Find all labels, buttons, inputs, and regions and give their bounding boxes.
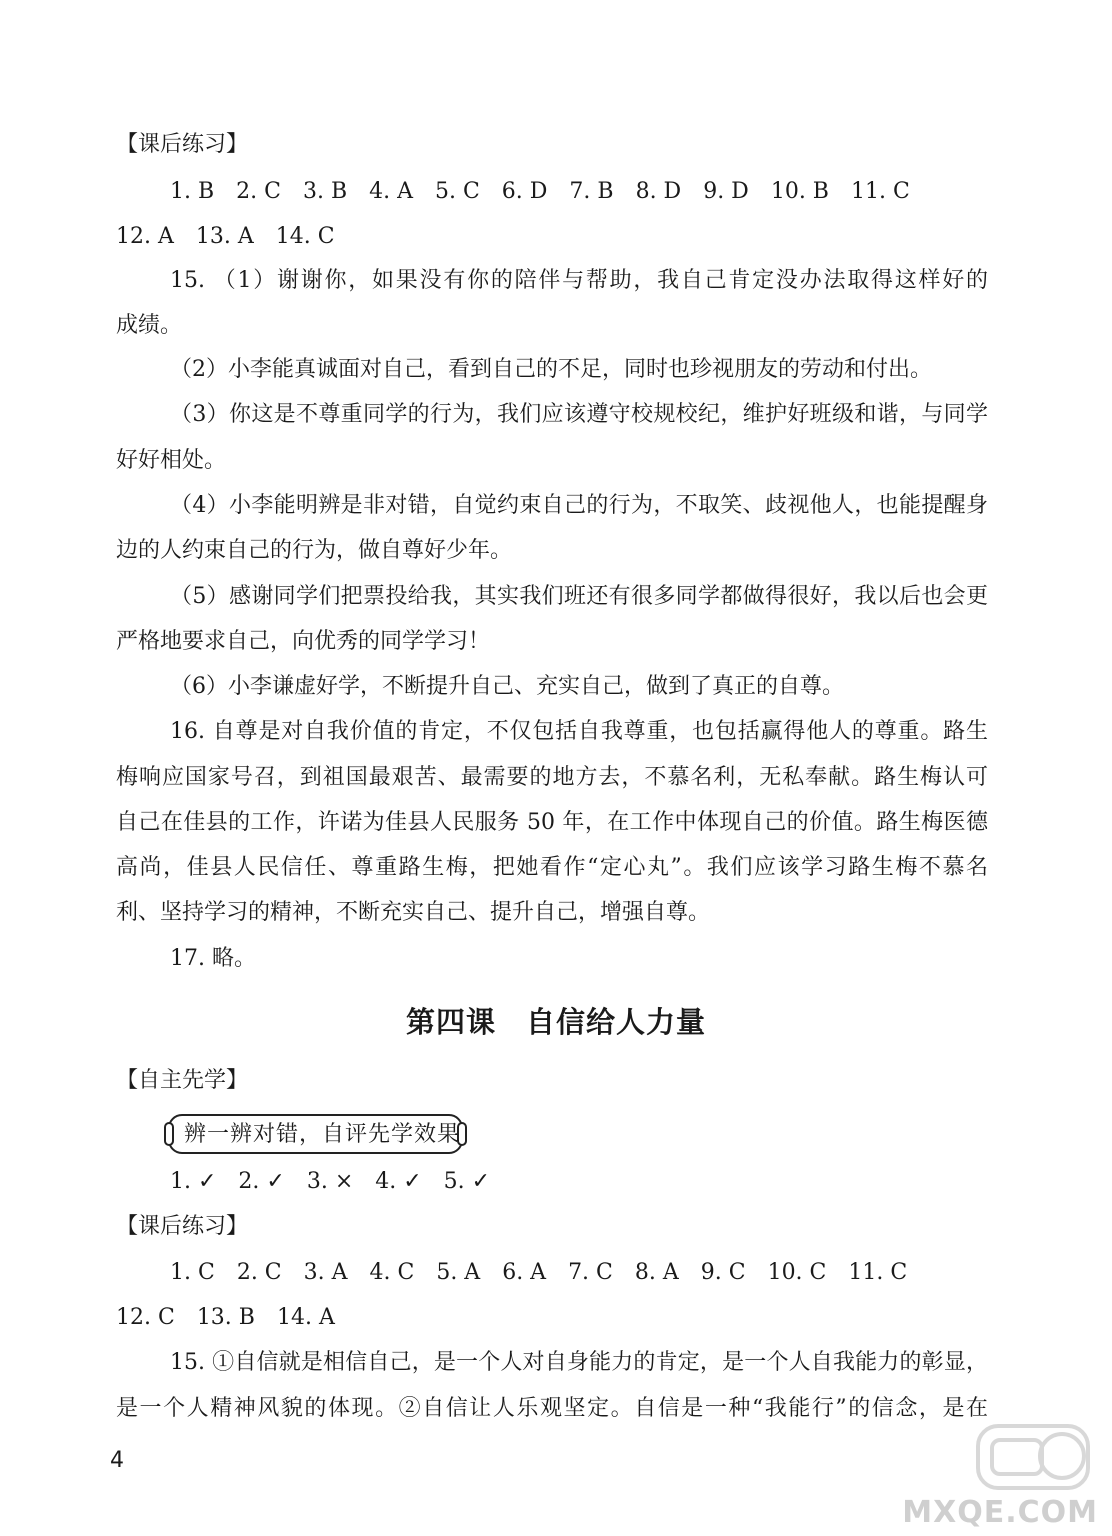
scroll-label-text: 辨一辨对错，自评先学效果 [184,1122,461,1147]
answer-line: 高尚，佳县人民信任、尊重路生梅，把她看作“定心丸”。我们应该学习路生梅不慕名 [116,855,988,880]
answer-line: 是一个人精神风貌的体现。②自信让人乐观坚定。自信是一种“我能行”的信念，是在 [116,1396,988,1421]
answer-line: （2）小李能真诚面对自己，看到自己的不足，同时也珍视朋友的劳动和付出。 [170,357,932,382]
answer-line: 好好相处。 [116,448,227,473]
answer-line: 1. ✓ 2. ✓ 3. × 4. ✓ 5. ✓ [170,1169,491,1194]
watermark-seal-icon [858,1420,1098,1500]
watermark-logo [858,1420,1098,1530]
answer-line: （6）小李谦虚好学，不断提升自己、充实自己，做到了真正的自尊。 [170,674,844,699]
section-heading-self-study: 【自主先学】 [116,1068,249,1093]
scroll-curl-left-icon [164,1122,174,1146]
answer-line: （5）感谢同学们把票投给我，其实我们班还有很多同学都做得很好，我以后也会更 [170,584,988,609]
answer-line: 12. A 13. A 14. C [116,224,335,249]
answer-line: 成绩。 [116,313,183,338]
answer-line: （3）你这是不尊重同学的行为，我们应该遵守校规校纪，维护好班级和谐，与同学 [170,402,988,427]
answer-line: 15. （1）谢谢你，如果没有你的陪伴与帮助，我自己肯定没办法取得这样好的 [170,268,988,293]
answer-line: 17. 略。 [170,946,256,971]
watermark-text: MXQE.COM [902,1495,1098,1530]
answer-line: 利、坚持学习的精神，不断充实自己、提升自己，增强自尊。 [116,900,711,925]
answer-line: 16. 自尊是对自我价值的肯定，不仅包括自我尊重，也包括赢得他人的尊重。路生 [170,719,988,744]
answer-line: （4）小李能明辨是非对错，自觉约束自己的行为，不取笑、歧视他人，也能提醒身 [170,493,988,518]
answer-line: 自己在佳县的工作，许诺为佳县人民服务 50 年，在工作中体现自己的价值。路生梅医德 [116,810,988,835]
answer-line: 15. ①自信就是相信自己，是一个人对自身能力的肯定，是一个人自我能力的彰显， [170,1350,988,1375]
scroll-label-box [168,1114,463,1154]
answer-line: 边的人约束自己的行为，做自尊好少年。 [116,538,513,563]
page-number: 4 [110,1448,124,1473]
section-heading-after-class-practice: 【课后练习】 [116,1214,249,1239]
answer-line: 12. C 13. B 14. A [116,1305,335,1330]
section-heading-after-class-practice: 【课后练习】 [116,132,249,157]
answer-line: 严格地要求自己，向优秀的同学学习！ [116,629,491,654]
answer-line: 1. B 2. C 3. B 4. A 5. C 6. D 7. B 8. D 9. D 10. B 11. C [170,179,910,204]
answer-line: 1. C 2. C 3. A 4. C 5. A 6. A 7. C 8. A 9. C 10. C 11. C [170,1260,908,1285]
lesson-title: 第四课 自信给人力量 [405,1005,706,1039]
answer-line: 梅响应国家号召，到祖国最艰苦、最需要的地方去，不慕名利，无私奉献。路生梅认可 [116,765,988,790]
